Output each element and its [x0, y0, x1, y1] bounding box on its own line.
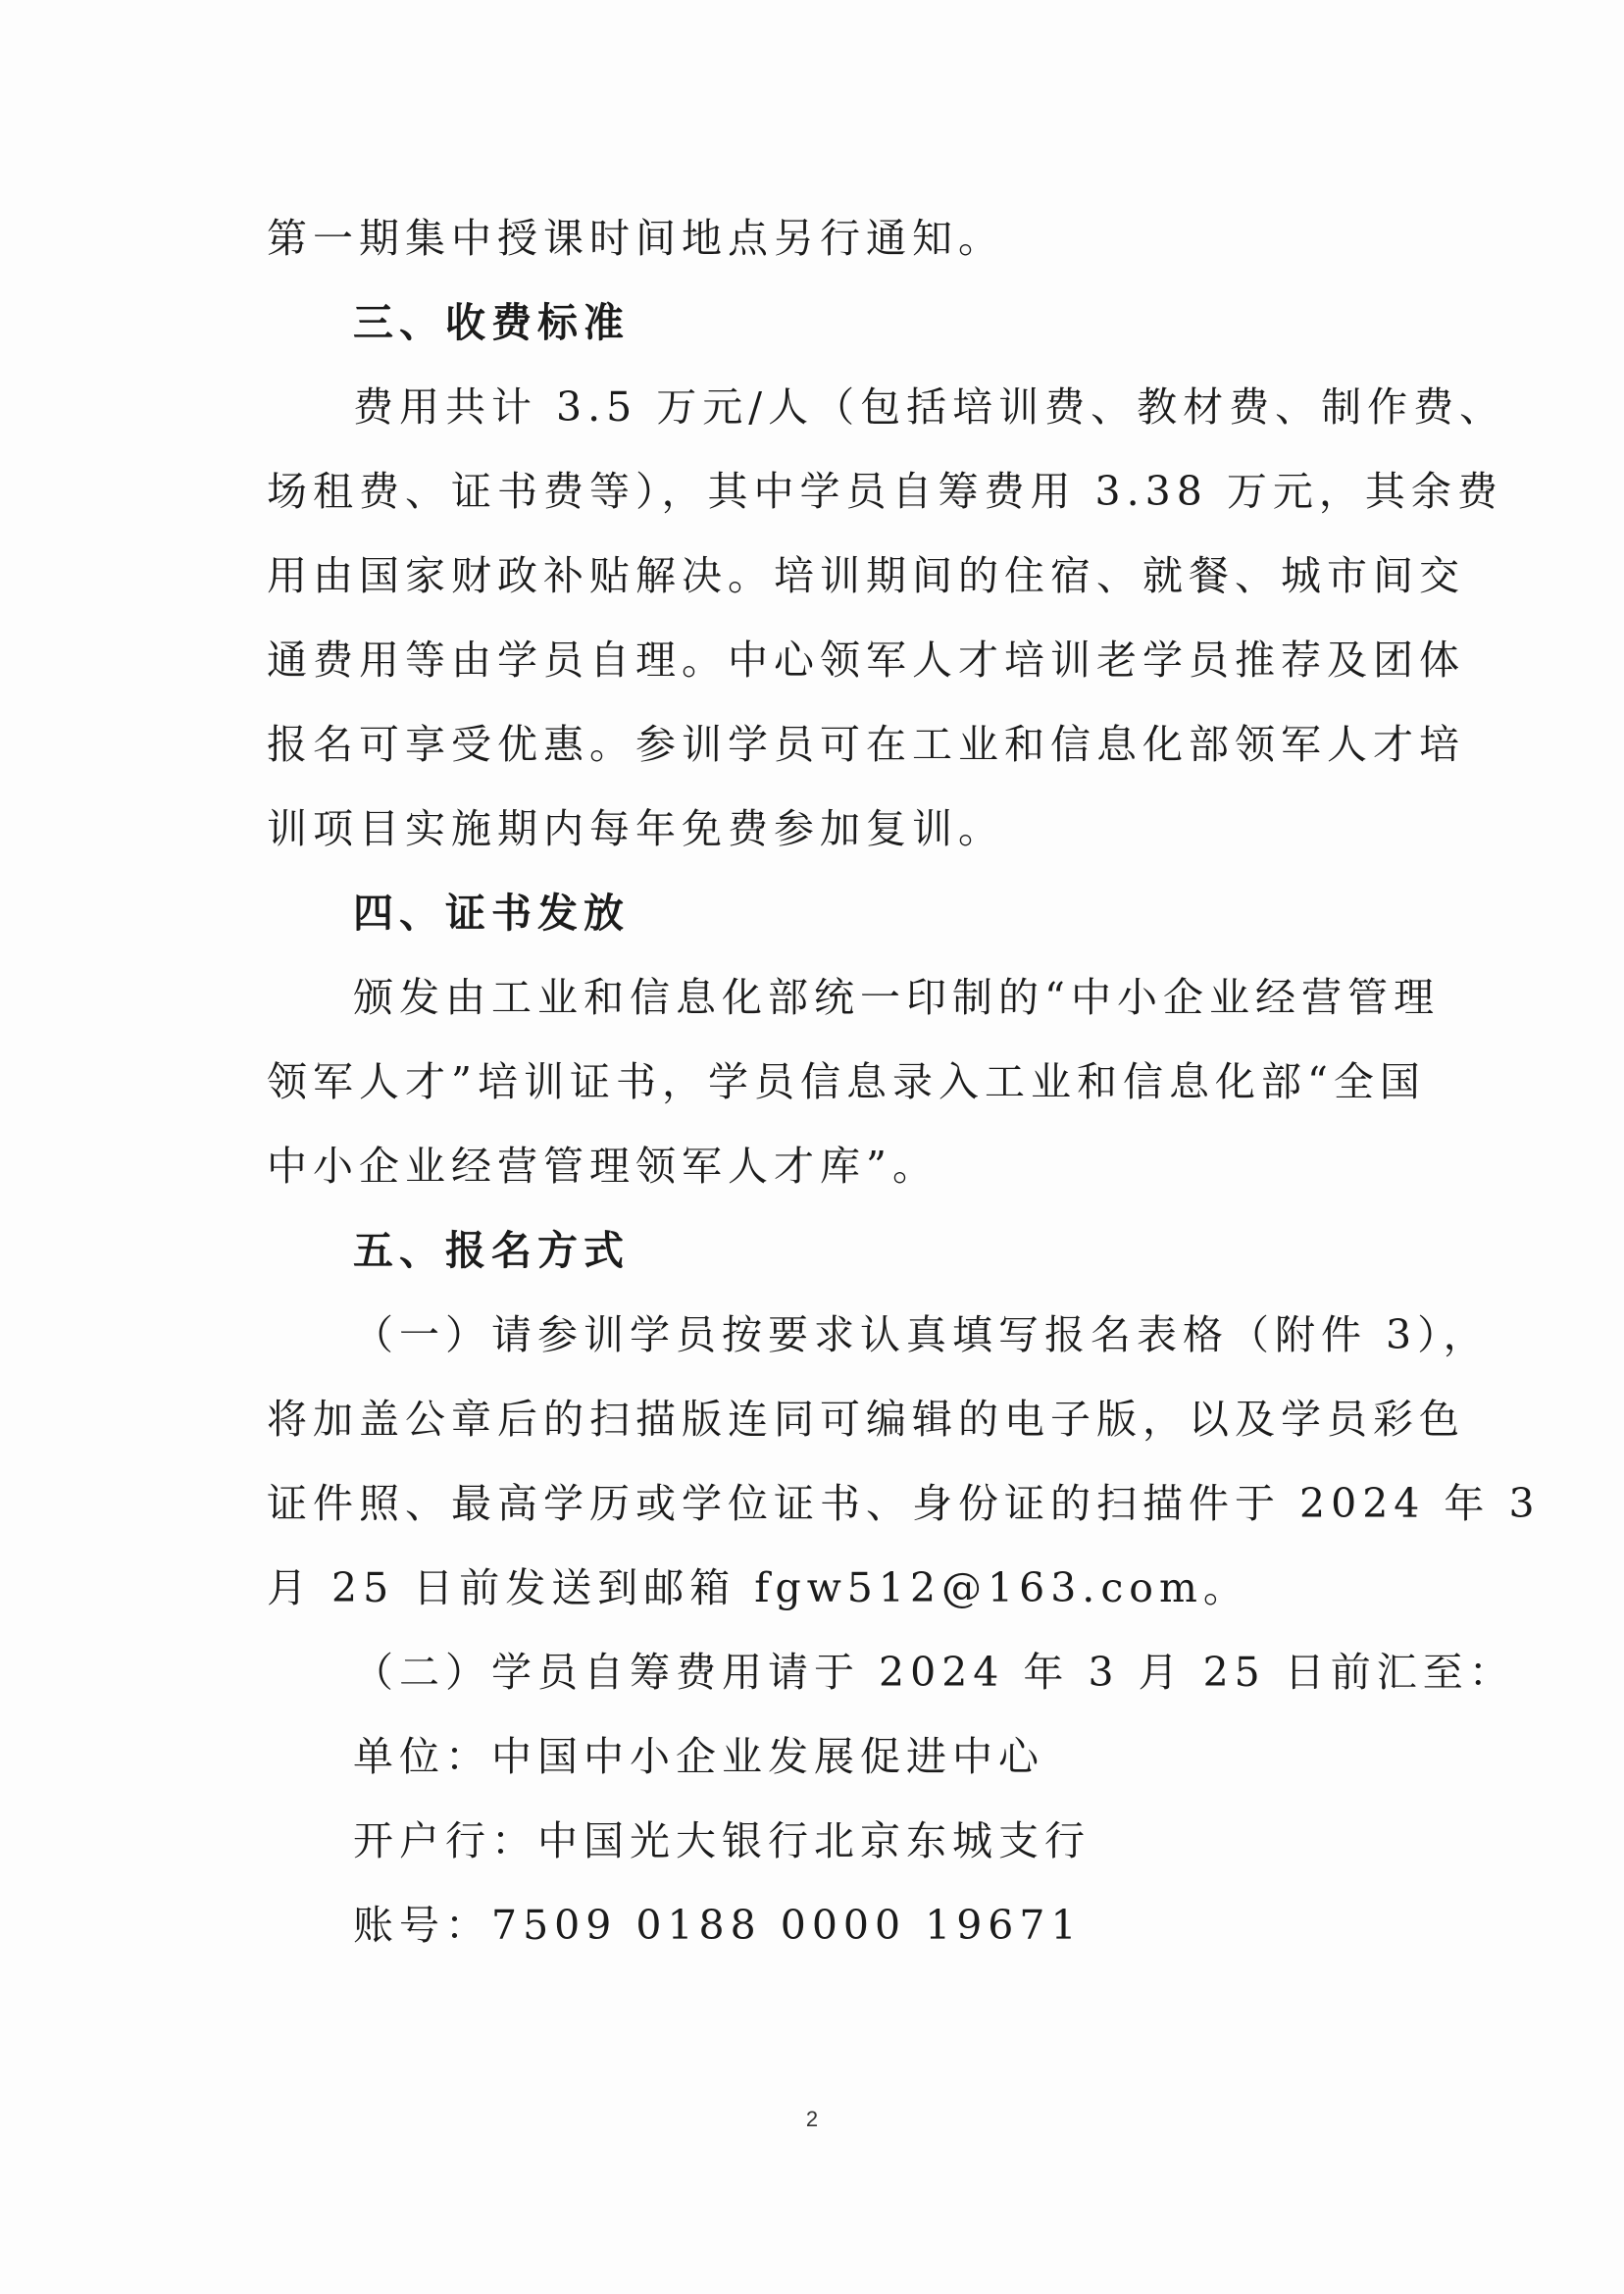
paragraph-line: （二）学员自筹费用请于 2024 年 3 月 25 日前汇至：	[353, 1649, 1515, 1696]
paragraph-line: 中小企业经营管理领军人才库”。	[267, 1143, 939, 1190]
paragraph-line: 颁发由工业和信息化部统一印制的“中小企业经营管理	[353, 974, 1440, 1021]
paragraph-line: 将加盖公章后的扫描版连同可编辑的电子版，以及学员彩色	[267, 1396, 1465, 1443]
paragraph-line: 费用共计 3.5 万元/人（包括培训费、教材费、制作费、	[353, 383, 1506, 431]
paragraph-line: 证件照、最高学历或学位证书、身份证的扫描件于 2024 年 3	[267, 1480, 1541, 1527]
payee-bank: 开户行：中国光大银行北京东城支行	[353, 1817, 1091, 1864]
payee-account-number: 账号：7509 0188 0000 19671	[353, 1902, 1083, 1949]
paragraph-line: 训项目实施期内每年免费参加复训。	[267, 805, 1004, 852]
paragraph-line: 月 25 日前发送到邮箱 fgw512@163.com。	[267, 1564, 1249, 1611]
section-heading-registration: 五、报名方式	[353, 1227, 630, 1274]
paragraph-line: 场租费、证书费等），其中学员自筹费用 3.38 万元，其余费	[267, 468, 1503, 515]
paragraph-line: 通费用等由学员自理。中心领军人才培训老学员推荐及团体	[267, 637, 1465, 684]
document-body	[267, 196, 1541, 1967]
paragraph-line: 报名可享受优惠。参训学员可在工业和信息化部领军人才培	[267, 721, 1465, 768]
paragraph-line: 第一期集中授课时间地点另行通知。	[267, 215, 1004, 262]
page-number: 2	[805, 2107, 819, 2131]
section-heading-certificate: 四、证书发放	[353, 890, 630, 937]
paragraph-line: 领军人才”培训证书，学员信息录入工业和信息化部“全国	[267, 1058, 1426, 1105]
payee-unit: 单位：中国中小企业发展促进中心	[353, 1733, 1044, 1780]
paragraph-line: 用由国家财政补贴解决。培训期间的住宿、就餐、城市间交	[267, 552, 1465, 599]
paragraph-line: （一）请参训学员按要求认真填写报名表格（附件 3），	[353, 1311, 1490, 1358]
section-heading-fees: 三、收费标准	[353, 299, 630, 346]
